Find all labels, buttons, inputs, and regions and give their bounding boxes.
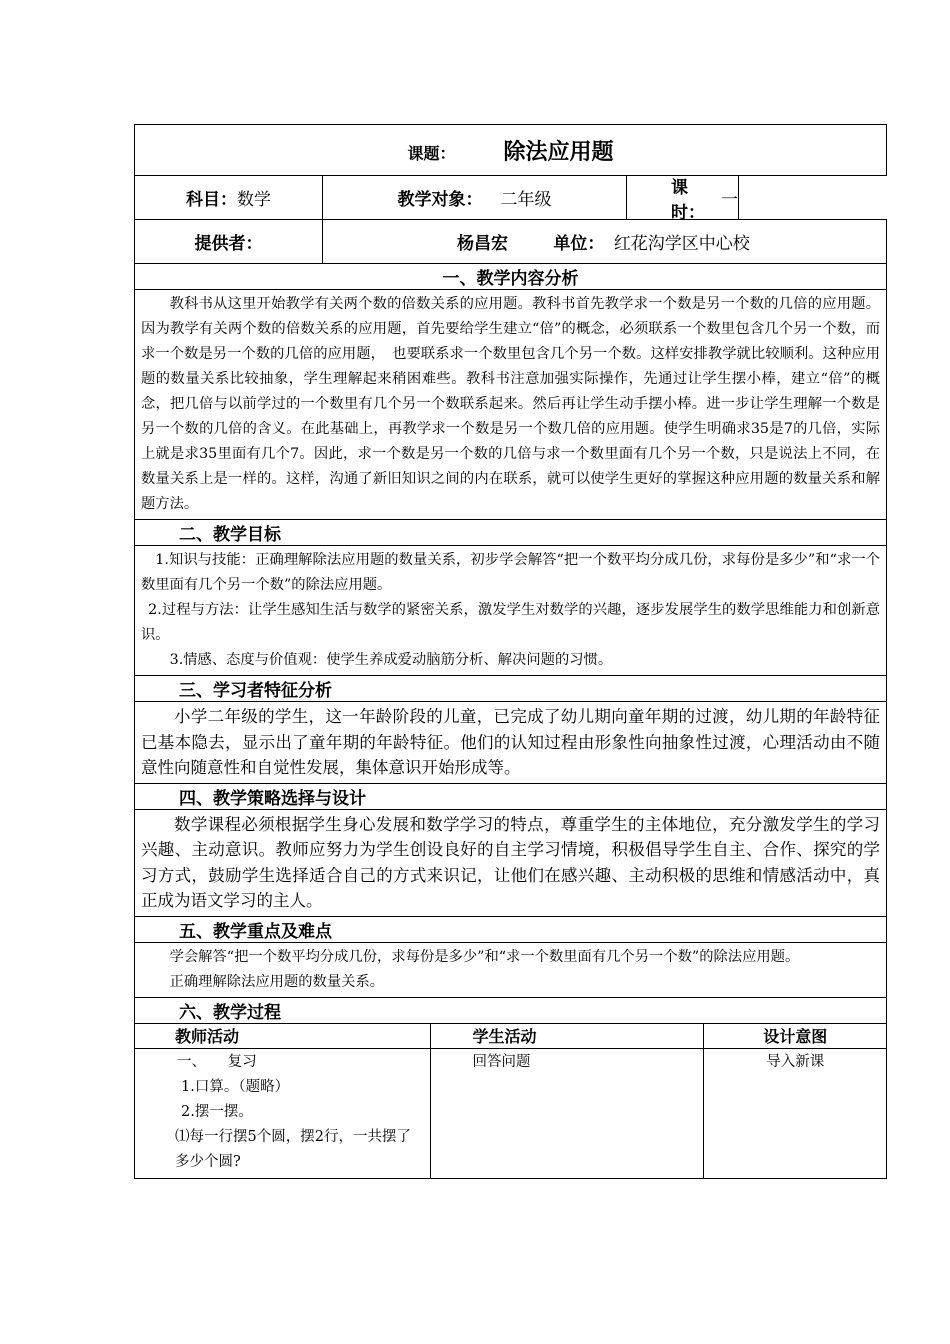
strategy-text: 数学课程必须根据学生身心发展和数学学习的特点，尊重学生的主体地位，充分激发学生的学习兴趣、主动意识。教师应努力为学生创设良好的自主学习情境，积极倡导学生自主、合作、探究的学习方式，鼓励学生选择适合自己的方式来识记，让他们在感兴趣、主动积极的思维和情感活动中，真正成为语文学习的主人。: [141, 814, 880, 910]
audience-value: 二年级: [500, 190, 552, 210]
title-label: 课题：: [407, 143, 456, 163]
provider-unit-cell: [323, 220, 887, 264]
objectives-cell: [135, 546, 887, 676]
objective-item: 1.知识与技能：正确理解除法应用题的数量关系，初步学会解答“把一个数平均分成几份，求每份是多少”和“求一个数里面有几个另一个数”的除法应用题。: [141, 552, 880, 593]
content-analysis-cell: [135, 290, 887, 520]
keypoint-item: 学会解答“把一个数平均分成几份，求每份是多少”和“求一个数里面有几个另一个数”的除法应用题。: [169, 948, 800, 965]
period-label: 课时：: [671, 177, 705, 223]
teacher-line: 2.摆一摆。: [181, 1103, 253, 1120]
design-intent-cell: [703, 1048, 887, 1178]
provider-label-cell: [135, 220, 323, 264]
subject-label: 科目：: [186, 190, 237, 210]
student-activity-cell: [430, 1048, 703, 1178]
lesson-plan-page: [134, 124, 886, 1179]
col-header-teacher: 教师活动: [135, 1024, 430, 1049]
section-heading: 六、教学过程: [135, 997, 887, 1023]
section-heading: 四、教学策略选择与设计: [135, 783, 887, 809]
content-analysis-text: 教科书从这里开始教学有关两个数的倍数关系的应用题。教科书首先教学求一个数是另一个数的几倍的应用题。因为教学有关两个数的倍数关系的应用题，首先要给学生建立“倍”的概念，必须联系一个数里包含几个另一个数，而求一个数是另一个数的几倍的应用题， 也要联系求一个数里包含几个另一个数。这样安排教学就比较顺利。这种应用题的数量关系比较抽象，学生理解起来稍困难些。教科书注意加强实际操作，先通过让学生摆小棒，建立“倍”的概念，把几倍与以前学过的一个数里有几个另一个数联系起来。然后再让学生动手摆小棒。进一步让学生理解一个数是另一个数的几倍的含义。在此基础上，再教学求一个数是另一个数几倍的应用题。使学生明确求35是7的几倍，实际上就是求35里面有几个7。因此，求一个数是另一个数的几倍与求一个数里面有几个另一个数，只是说法上不同，在数量关系上是一样的。这样，沟通了新旧知识之间的内在联系，就可以使学生更好的掌握这种应用题的数量关系和解题方法。: [141, 296, 880, 512]
teacher-line: ⑴每一行摆5个圆，摆2行，一共摆了多少个圆?: [175, 1128, 411, 1170]
subject-cell: [135, 176, 323, 220]
title-cell: [135, 125, 887, 176]
learner-analysis-text: 小学二年级的学生，这一年龄阶段的儿童，已完成了幼儿期向童年期的过渡，幼儿期的年龄特征已基本隐去，显示出了童年期的年龄特征。他们的认知过程由形象性向抽象性过渡，心理活动由不随意性向随意性和自觉性发展，集体意识开始形成等。: [141, 707, 880, 777]
provider-label: 提供者：: [194, 234, 263, 254]
objective-item: 3.情感、态度与价值观：使学生养成爱动脑筋分析、解决问题的习惯。: [169, 652, 613, 668]
strategy-cell: [135, 809, 887, 916]
unit-label: 单位：: [553, 234, 605, 254]
student-activity: 回答问题: [472, 1053, 531, 1070]
lesson-plan-table: [134, 124, 887, 1179]
audience-label: 教学对象：: [397, 190, 483, 210]
audience-period-cell: [323, 176, 739, 223]
page-title: 除法应用题: [503, 139, 614, 165]
col-header-design: 设计意图: [703, 1024, 887, 1049]
unit-value: 红花沟学区中心校: [613, 234, 750, 254]
keypoints-cell: [135, 942, 887, 997]
teacher-line: 一、 复习: [177, 1053, 257, 1070]
teacher-activity-cell: [135, 1048, 430, 1178]
period-value: 一: [721, 190, 738, 210]
learner-analysis-cell: [135, 702, 887, 784]
keypoint-item: 正确理解除法应用题的数量关系。: [169, 973, 385, 990]
teacher-line: 1.口算。（题略）: [181, 1078, 290, 1095]
design-intent: 导入新课: [766, 1053, 825, 1070]
objective-item: 2.过程与方法：让学生感知生活与数学的紧密关系，激发学生对数学的兴趣，逐步发展学生的数学思维能力和创新意识。: [141, 602, 880, 643]
section-heading: 二、教学目标: [135, 520, 887, 546]
section-heading: 三、学习者特征分析: [135, 676, 887, 702]
provider-value: 杨昌宏: [457, 234, 508, 254]
section-heading: 五、教学重点及难点: [135, 916, 887, 942]
subject-value: 数学: [237, 190, 271, 210]
process-table: [135, 1024, 887, 1178]
process-cell: [135, 1023, 887, 1178]
col-header-student: 学生活动: [430, 1024, 703, 1049]
section-heading: 一、教学内容分析: [135, 264, 887, 290]
